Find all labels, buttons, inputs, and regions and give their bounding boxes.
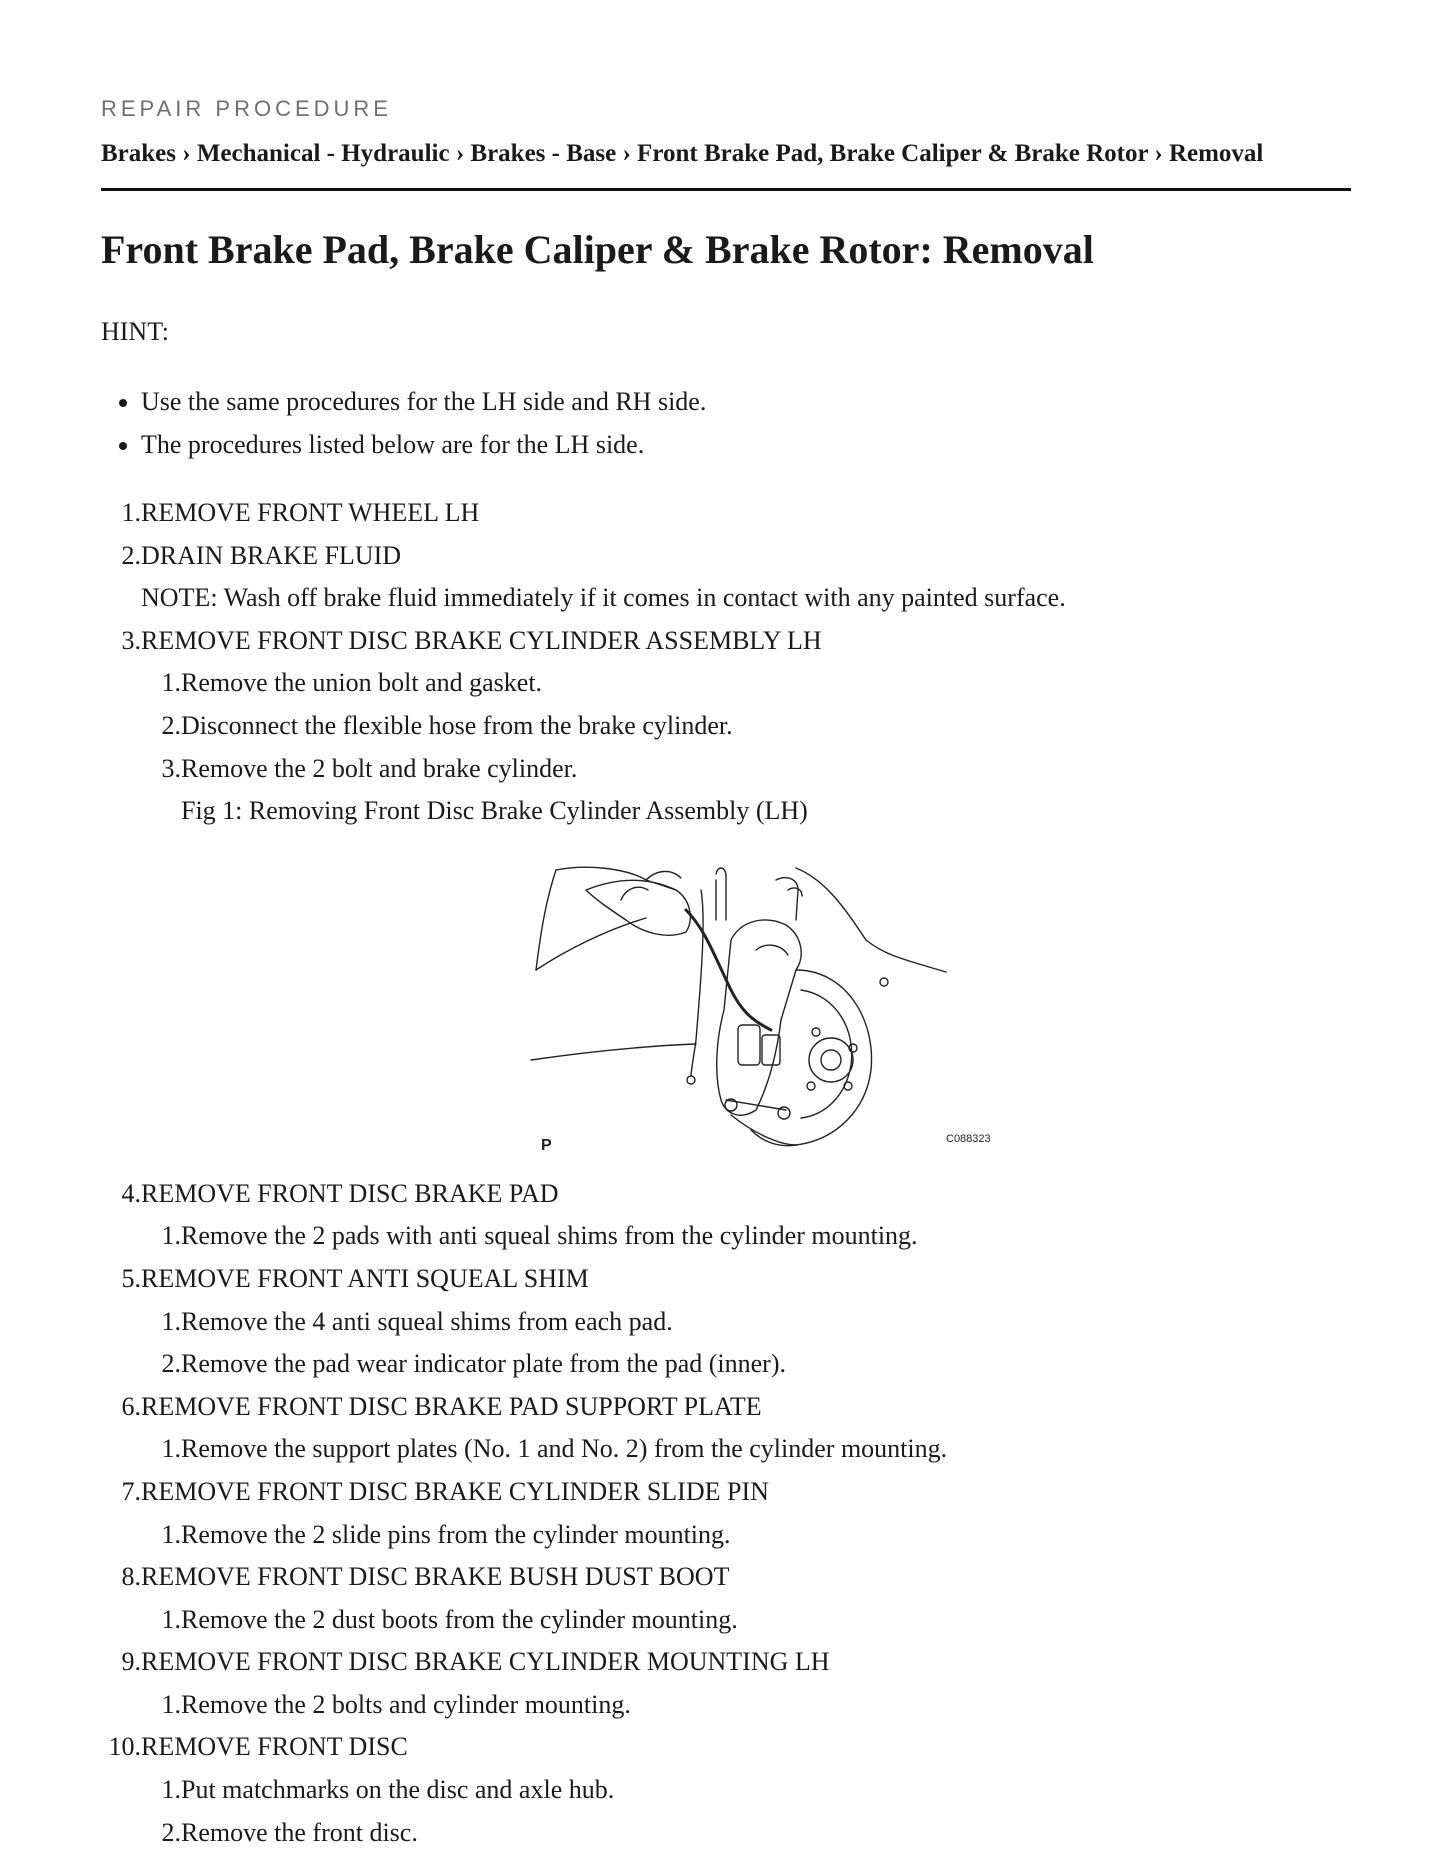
- hint-item: • The procedures listed below are for the LH side.: [141, 427, 706, 470]
- step-number: 7.: [121, 1476, 141, 1506]
- substep-number: 1.: [161, 1519, 181, 1549]
- substep-number: 1.: [161, 668, 181, 698]
- substep: [101, 750, 1066, 793]
- step: [101, 537, 1066, 580]
- step: [101, 1643, 1066, 1686]
- header-rule: [101, 188, 1351, 191]
- substep-number: 2.: [161, 1817, 181, 1847]
- step-number: 10.: [108, 1732, 141, 1762]
- step: [101, 1473, 1066, 1516]
- substep: [101, 1303, 1066, 1346]
- step-text: REMOVE FRONT WHEEL LH: [141, 498, 480, 527]
- substep: [101, 1345, 1066, 1388]
- brake-caliper-illustration: [526, 860, 1006, 1160]
- brake-cylinder-figure: [526, 860, 1006, 1160]
- substep-text: Remove the support plates (No. 1 and No. 2) from the cylinder mounting.: [181, 1434, 948, 1464]
- substep-number: 2.: [161, 710, 181, 740]
- substep-text: Remove the front disc.: [181, 1817, 418, 1847]
- figure-corner-label: P: [541, 1137, 552, 1154]
- step-text: REMOVE FRONT DISC BRAKE PAD SUPPORT PLATE: [141, 1391, 762, 1421]
- page-title: Front Brake Pad, Brake Caliper & Brake Rotor: Removal: [101, 227, 1094, 272]
- step-text: REMOVE FRONT DISC BRAKE BUSH DUST BOOT: [141, 1562, 730, 1592]
- figure-caption: Fig 1: Removing Front Disc Brake Cylinder Assembly (LH): [181, 796, 808, 826]
- substep-text: Remove the pad wear indicator plate from the pad (inner).: [181, 1349, 786, 1379]
- substep-number: 1.: [161, 1689, 181, 1719]
- substep-number: 1.: [161, 1434, 181, 1464]
- step: [101, 494, 1066, 537]
- substep-number: 1.: [161, 1604, 181, 1634]
- procedure-steps: [101, 494, 1066, 1856]
- substep-text: Remove the 2 dust boots from the cylinder mounting.: [181, 1604, 738, 1634]
- step: [101, 1728, 1066, 1771]
- hint-list: [101, 384, 706, 470]
- substep: [101, 1516, 1066, 1559]
- breadcrumb: Brakes › Mechanical - Hydraulic › Brakes - Base › Front Brake Pad, Brake Caliper & Brake Rotor › Removal: [101, 140, 1264, 167]
- substep-text: Remove the 2 pads with anti squeal shims from the cylinder mounting.: [181, 1221, 918, 1251]
- step-number: 4.: [121, 1178, 141, 1208]
- substep-number: 3.: [161, 753, 181, 783]
- step-number: 2.: [121, 540, 141, 570]
- substep: [101, 1814, 1066, 1857]
- hint-item: • Use the same procedures for the LH side and RH side.: [141, 384, 706, 427]
- section-kicker: REPAIR PROCEDURE: [101, 96, 392, 121]
- step-number: 5.: [121, 1263, 141, 1293]
- substep-text: Remove the 4 anti squeal shims from each pad.: [181, 1306, 673, 1336]
- substep-text: Remove the 2 slide pins from the cylinder mounting.: [181, 1519, 731, 1549]
- hint-label: HINT:: [101, 317, 170, 346]
- step-text: REMOVE FRONT DISC BRAKE CYLINDER SLIDE PIN: [141, 1476, 769, 1506]
- substep-text: Remove the union bolt and gasket.: [181, 668, 543, 698]
- substep: [101, 1686, 1066, 1729]
- step: [101, 1260, 1066, 1303]
- step-number: 6.: [121, 1391, 141, 1421]
- step-text: REMOVE FRONT ANTI SQUEAL SHIM: [141, 1263, 589, 1293]
- step-number: 1.: [121, 498, 141, 527]
- substep: [101, 1217, 1066, 1260]
- substep-number: 1.: [161, 1775, 181, 1805]
- step: [101, 1175, 1066, 1218]
- substep-text: Remove the 2 bolt and brake cylinder.: [181, 753, 578, 783]
- substep: [101, 664, 1066, 707]
- step: [101, 1558, 1066, 1601]
- step-text: REMOVE FRONT DISC: [141, 1732, 408, 1762]
- step-text: DRAIN BRAKE FLUID: [141, 540, 401, 570]
- substep-number: 1.: [161, 1306, 181, 1336]
- substep-text: Remove the 2 bolts and cylinder mounting.: [181, 1689, 631, 1719]
- substep: [101, 1430, 1066, 1473]
- substep-text: Disconnect the flexible hose from the brake cylinder.: [181, 710, 733, 740]
- substep: [101, 1771, 1066, 1814]
- substep-number: 2.: [161, 1349, 181, 1379]
- step-number: 9.: [121, 1647, 141, 1677]
- substep: [101, 1601, 1066, 1644]
- substep: [101, 707, 1066, 750]
- step-text: REMOVE FRONT DISC BRAKE PAD: [141, 1178, 559, 1208]
- step: [101, 622, 1066, 665]
- step-number: 3.: [121, 625, 141, 655]
- step-text: REMOVE FRONT DISC BRAKE CYLINDER MOUNTING LH: [141, 1647, 830, 1677]
- step-number: 8.: [121, 1562, 141, 1592]
- substep-number: 1.: [161, 1221, 181, 1251]
- step: [101, 1388, 1066, 1431]
- substep-text: Put matchmarks on the disc and axle hub.: [181, 1775, 615, 1805]
- step-text: REMOVE FRONT DISC BRAKE CYLINDER ASSEMBLY LH: [141, 625, 822, 655]
- step-note: NOTE: Wash off brake fluid immediately if it comes in contact with any painted surface.: [141, 583, 1066, 613]
- figure-code-label: C088323: [946, 1133, 991, 1145]
